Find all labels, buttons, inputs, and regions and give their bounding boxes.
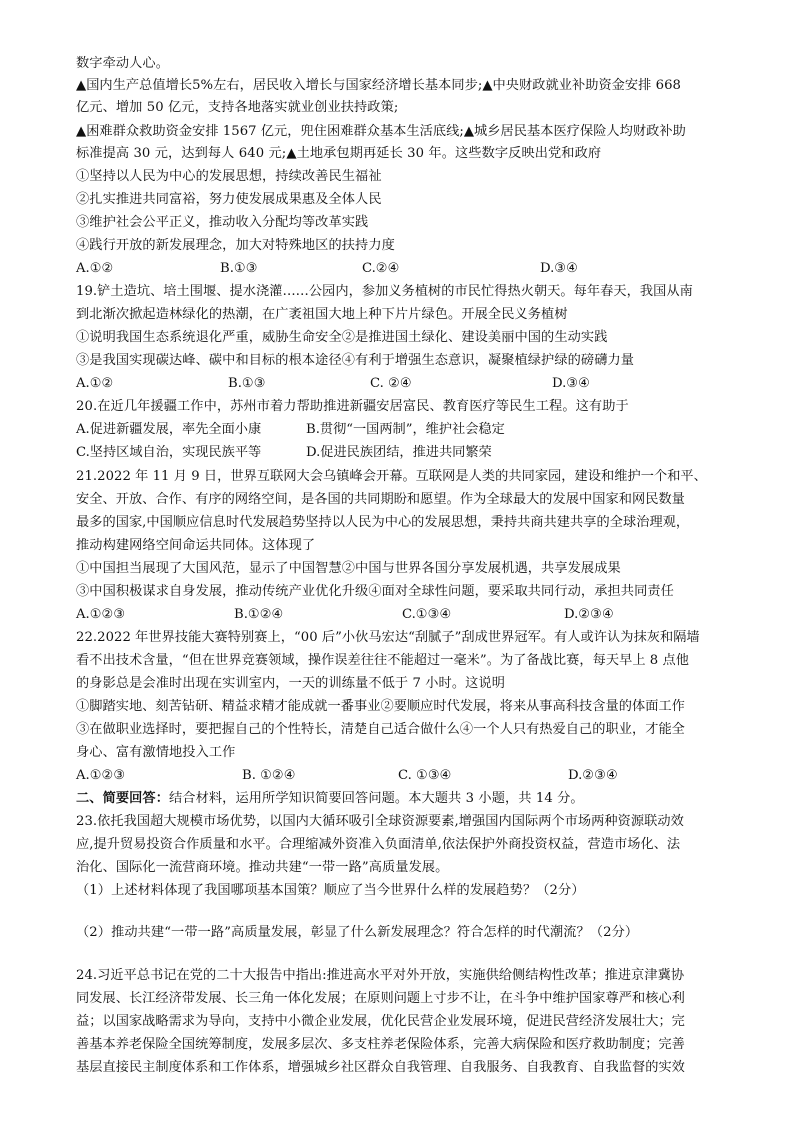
q20-option-a: A.促进新疆发展，率先全面小康 — [76, 422, 262, 437]
q19-line-1: 19.铲土造坑、培土围堰、提水浇灌……公园内，参加义务植树的市民忙得热火朝天。每年春天，我国从南 — [76, 284, 693, 299]
q21-statements-1-2: ①中国担当展现了大国风范，显示了中国智慧②中国与世界各国分享发展机遇，共享发展成果 — [76, 561, 621, 576]
section-2-title: 二、简要回答： — [76, 791, 170, 806]
q21-line-4: 推动构建网络空间命运共同体。这体现了 — [76, 538, 316, 553]
q23-line-3: 治化、国际化一流营商环境。推动共建“一带一路”高质量发展。 — [76, 860, 449, 875]
q21-line-1: 21.2022 年 11 月 9 日，世界互联网大会乌镇峰会开幕。互联网是人类的共同家园，建设和维护一个和平、 — [76, 469, 707, 484]
section-2-instructions: 结合材料，运用所学知识简要回答问题。本大题共 3 小题，共 14 分。 — [169, 791, 584, 806]
q19-option-a: A.①② — [76, 376, 114, 391]
q21-option-a: A.①②③ — [76, 607, 126, 622]
q22-option-b: B. ①②④ — [242, 768, 296, 783]
q22-statements-3-4-a: ③在做职业选择时，要把握自己的个性特长，清楚自己适合做什么④一个人只有热爱自己的职业，才能全 — [76, 722, 685, 737]
q18-statement-2: ②扎实推进共同富裕，努力使发展成果惠及全体人民 — [76, 192, 382, 207]
q23-line-2: 应,提升贸易投资合作质量和水平。合理缩减外资准入负面清单,依法保护外商投资权益，营造市场化、法 — [76, 837, 681, 852]
q18-line-2: 亿元、增加 50 亿元，支持各地落实就业创业扶持政策; — [76, 100, 399, 115]
q24-line-4: 善基本养老保险全国统筹制度，发展多层次、多支柱养老保险体系，完善大病保险和医疗救助制度；完善 — [76, 1037, 685, 1052]
q18-statement-4: ④践行开放的新发展理念，加大对特殊地区的扶持力度 — [76, 238, 395, 253]
q21-option-b: B.①②④ — [234, 607, 284, 622]
q21-option-c: C.①③④ — [402, 607, 452, 622]
q19-option-b: B.①③ — [228, 376, 266, 391]
q18-option-d: D.③④ — [540, 261, 578, 276]
q22-statements-1-2: ①脚踏实地、刻苦钻研、精益求精才能成就一番事业②要顺应时代发展，将来从事高科技含量的体面工作 — [76, 699, 685, 714]
q22-line-3: 的身影总是会准时出现在实训室内，一天的训练量不低于 7 小时。这说明 — [76, 676, 505, 691]
section-2-heading — [76, 788, 754, 810]
q22-option-c: C. ①③④ — [398, 768, 452, 783]
q18-option-b: B.①③ — [220, 261, 258, 276]
q18-option-a: A.①② — [76, 261, 114, 276]
q21-line-2: 安全、开放、合作、有序的网络空间，是各国的共同期盼和愿望。作为全球最大的发展中国家和网民数量 — [76, 492, 685, 507]
q19-option-d: D.③④ — [552, 376, 590, 391]
q20-option-d: D.促进民族团结，推进共同繁荣 — [306, 445, 492, 460]
q19-statements-3-4: ③是我国实现碳达峰、碳中和目标的根本途径④有利于增强生态意识，凝聚植绿护绿的磅礴力量 — [76, 353, 635, 368]
q20-option-b: B.贯彻“一国两制”，维护社会稳定 — [306, 422, 505, 437]
q24-line-1: 24.习近平总书记在党的二十大报告中指出:推进高水平对外开放，实施供给侧结构性改革；推进京津冀协 — [76, 968, 685, 983]
q23-line-1: 23.依托我国超大规模市场优势，以国内大循环吸引全球资源要素,增强国内国际两个市场两种资源联动效 — [76, 814, 684, 829]
q18-line-1: ▲国内生产总值增长5%左右，居民收入增长与国家经济增长基本同步;▲中央财政就业补助资金安排 668 — [76, 78, 681, 93]
q20-line-1: 20.在近几年援疆工作中，苏州市着力帮助推进新疆安居富民、教育医疗等民生工程。这有助于 — [76, 399, 629, 414]
q22-line-2: 看不出技术含量，“但在世界竞赛领域，操作误差往往不能超过一毫米”。为了备战比赛，每天早上 8 点他 — [76, 653, 689, 668]
q18-continuation: 数字牵动人心。 — [76, 56, 170, 71]
q23-subquestion-2: （2）推动共建“一带一路”高质量发展，彰显了什么新发展理念？符合怎样的时代潮流？（2分） — [76, 925, 639, 940]
q18-line-4: 标准提高 30 元，达到每人 640 元;▲土地承包期再延长 30 年。这些数字反映出党和政府 — [76, 146, 602, 161]
q24-line-2: 同发展、长江经济带发展、长三角一体化发展；在原则问题上寸步不让，在斗争中维护国家尊严和核心利 — [76, 991, 685, 1006]
q19-line-2: 到北渐次掀起造林绿化的热潮，在广袤祖国大地上种下片片绿色。开展全民义务植树 — [76, 307, 568, 322]
q18-statement-1: ①坚持以人民为中心的发展思想，持续改善民生福祉 — [76, 169, 382, 184]
q19-option-c: C. ②④ — [370, 376, 412, 391]
q18-option-c: C.②④ — [362, 261, 400, 276]
q24-line-3: 益；以国家战略需求为导向，支持中小微企业发展，优化民营企业发展环境，促进民营经济发展壮大；完 — [76, 1014, 685, 1029]
q24-line-5: 基层直接民主制度体系和工作体系，增强城乡社区群众自我管理、自我服务、自我教育、自我监督的实效 — [76, 1060, 685, 1075]
q22-statements-3-4-b: 身心、富有激情地投入工作 — [76, 745, 236, 760]
q21-statements-3-4: ③中国积极谋求自身发展，推动传统产业优化升级④面对全球性问题，要采取共同行动，承担共同责任 — [76, 584, 674, 599]
q22-option-d: D.②③④ — [568, 768, 618, 783]
q19-statements-1-2: ①说明我国生态系统退化严重，威胁生命安全②是推进国土绿化、建设美丽中国的生动实践 — [76, 330, 608, 345]
q22-line-1: 22.2022 年世界技能大赛特别赛上，“00 后”小伙马宏达“刮腻子”刮成世界冠军。有人或许认为抹灰和隔墙 — [76, 630, 700, 645]
q18-statement-3: ③维护社会公平正义，推动收入分配均等改革实践 — [76, 215, 369, 230]
q18-line-3: ▲困难群众救助资金安排 1567 亿元，兜住困难群众基本生活底线;▲城乡居民基本医疗保险人均财政补助 — [76, 124, 686, 139]
q20-option-c: C.坚持区域自治，实现民族平等 — [76, 445, 262, 460]
q22-option-a: A.①②③ — [76, 768, 126, 783]
q21-option-d: D.②③④ — [564, 607, 614, 622]
q21-line-3: 最多的国家,中国顺应信息时代发展趋势坚持以人民为中心的发展思想，秉持共商共建共享的全球治理观， — [76, 515, 690, 530]
q23-subquestion-1: （1）上述材料体现了我国哪项基本国策？顺应了当今世界什么样的发展趋势？（2分） — [76, 883, 585, 898]
